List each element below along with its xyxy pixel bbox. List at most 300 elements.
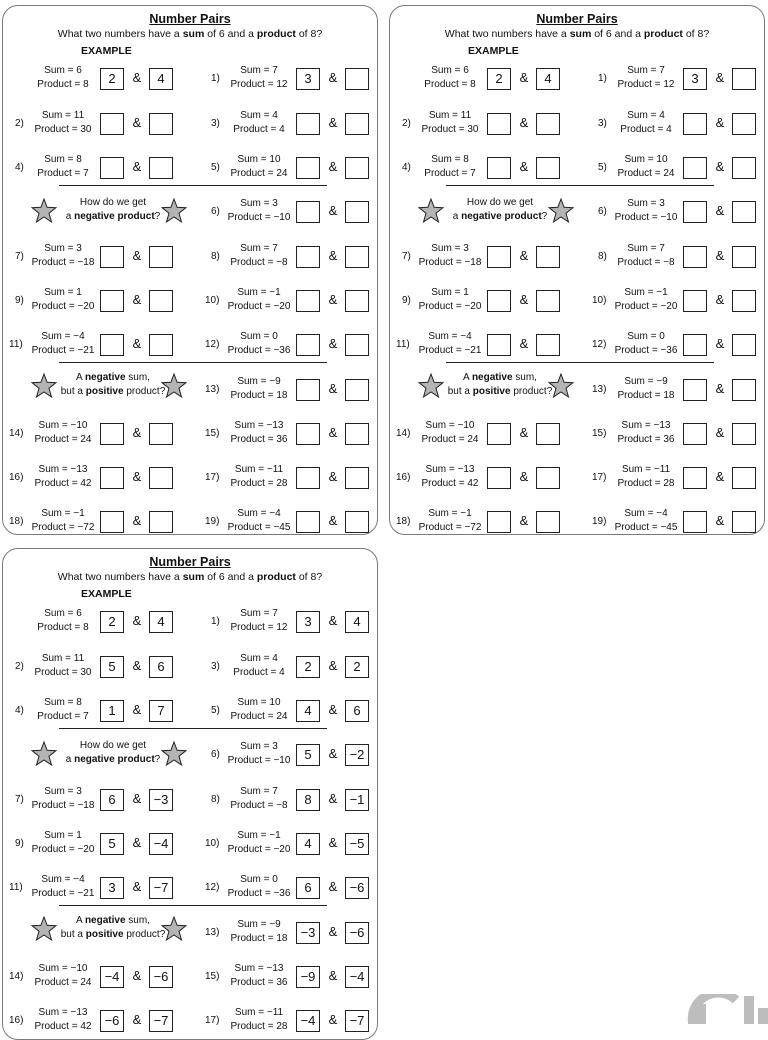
answer-box-second: 7 [149, 700, 173, 722]
answer-box-first[interactable]: 3 [683, 68, 707, 90]
problem-number: 9) [15, 295, 24, 306]
problem-clue: Sum = 8 Product = 7 [37, 154, 89, 179]
problem-number: 17) [205, 472, 220, 483]
problem-item [199, 1006, 379, 1036]
problem-clue: Sum = −13 Product = 42 [34, 464, 92, 489]
problem-clue: Sum = 8 Product = 7 [424, 154, 476, 179]
answer-box-first[interactable] [683, 201, 707, 223]
problem-item [199, 109, 379, 139]
answer-box-second[interactable] [345, 334, 369, 356]
ampersand: & [715, 425, 725, 440]
answer-box-second[interactable] [345, 246, 369, 268]
star-icon [418, 198, 444, 224]
answer-box-second[interactable] [732, 68, 756, 90]
ampersand: & [328, 924, 338, 939]
example-problem [3, 607, 183, 637]
answer-box-second[interactable] [345, 467, 369, 489]
problem-number: 13) [205, 384, 220, 395]
problem-number: 10) [205, 838, 220, 849]
example-problem [390, 64, 570, 94]
answer-box-first[interactable] [487, 290, 511, 312]
problem-item [390, 286, 570, 316]
problem-item [3, 785, 183, 815]
ampersand: & [328, 968, 338, 983]
problem-item [3, 419, 183, 449]
answer-box-first[interactable] [296, 246, 320, 268]
problem-item [199, 785, 379, 815]
problem-clue: Sum = −4 Product = −21 [418, 331, 482, 356]
answer-box-second[interactable] [732, 290, 756, 312]
ampersand: & [519, 469, 529, 484]
ampersand: & [132, 835, 142, 850]
answer-box-second: 2 [345, 656, 369, 678]
problem-item [586, 242, 766, 272]
banner-note [33, 194, 193, 230]
answer-box-second: −6 [345, 877, 369, 899]
star-icon [161, 916, 187, 942]
answer-box-second: 6 [345, 700, 369, 722]
problem-number: 11) [9, 882, 23, 893]
problem-item [3, 109, 183, 139]
example-problem [3, 64, 183, 94]
problem-item [3, 873, 183, 903]
answer-box-first[interactable] [100, 467, 124, 489]
problem-number: 1) [211, 73, 220, 84]
answer-box-second[interactable] [536, 157, 560, 179]
problem-item [390, 507, 570, 537]
problem-clue: Sum = −13 Product = 36 [617, 420, 675, 445]
problem-clue: Sum = 11 Product = 30 [421, 110, 479, 135]
problem-clue: Sum = −9 Product = 18 [230, 376, 288, 401]
answer-box-first[interactable] [100, 157, 124, 179]
problem-clue: Sum = −1 Product = −20 [614, 287, 678, 312]
answer-box-first: 6 [296, 877, 320, 899]
answer-box-second[interactable] [345, 423, 369, 445]
answer-box-first: 4 [296, 833, 320, 855]
answer-box-second[interactable] [345, 511, 369, 533]
problem-clue: Sum = 3 Product = −10 [227, 198, 291, 223]
answer-box-second: −2 [345, 744, 369, 766]
banner-text: A negative sum, but a positive product? [60, 372, 166, 397]
answer-box-first[interactable] [296, 201, 320, 223]
answer-box-first[interactable] [296, 379, 320, 401]
problem-clue: Sum = −11 Product = 28 [230, 1007, 288, 1032]
answer-box-second[interactable] [149, 246, 173, 268]
answer-box-first[interactable] [100, 290, 124, 312]
answer-box-second[interactable] [536, 511, 560, 533]
problem-clue: Sum = 7 Product = −8 [230, 243, 288, 268]
answer-box-first[interactable] [683, 467, 707, 489]
answer-box-first: −9 [296, 966, 320, 988]
answer-box-second: 4 [345, 611, 369, 633]
answer-box-second: 4 [149, 611, 173, 633]
ampersand: & [715, 292, 725, 307]
answer-box-second[interactable] [345, 290, 369, 312]
banner-text: A negative sum, but a positive product? [447, 372, 553, 397]
answer-box-first[interactable] [487, 467, 511, 489]
answer-box-first[interactable] [487, 246, 511, 268]
answer-box-second: −6 [345, 922, 369, 944]
problem-item [3, 330, 183, 360]
answer-box-second[interactable] [536, 246, 560, 268]
answer-box-first[interactable] [296, 423, 320, 445]
answer-box-second[interactable] [732, 157, 756, 179]
answer-box-second[interactable] [536, 423, 560, 445]
answer-box-first[interactable] [487, 511, 511, 533]
problem-number: 15) [205, 971, 220, 982]
section-divider [59, 185, 327, 186]
problem-number: 16) [9, 1015, 24, 1026]
star-icon [161, 741, 187, 767]
problem-number: 12) [205, 339, 220, 350]
answer-box-second[interactable] [345, 157, 369, 179]
brand-logo-icon [686, 994, 768, 1024]
answer-box-second: 4 [149, 68, 173, 90]
problem-number: 8) [211, 251, 220, 262]
ampersand: & [132, 336, 142, 351]
problem-item [3, 696, 183, 726]
problem-clue: Sum = −10 Product = 24 [421, 420, 479, 445]
problem-number: 2) [15, 118, 24, 129]
ampersand: & [328, 425, 338, 440]
answer-box-second[interactable] [149, 511, 173, 533]
answer-box-first[interactable] [100, 511, 124, 533]
problem-number: 9) [402, 295, 411, 306]
problem-clue: Sum = 8 Product = 7 [37, 697, 89, 722]
problem-item [586, 375, 766, 405]
section-divider [446, 362, 714, 363]
ampersand: & [132, 248, 142, 263]
problem-item [390, 330, 570, 360]
answer-box-first[interactable] [100, 423, 124, 445]
problem-item [586, 463, 766, 493]
answer-box-second[interactable] [732, 113, 756, 135]
ampersand: & [328, 70, 338, 85]
problem-number: 11) [9, 339, 23, 350]
problem-item [199, 652, 379, 682]
problem-number: 6) [211, 749, 220, 760]
answer-box-second[interactable] [149, 113, 173, 135]
answer-box-first: 5 [100, 656, 124, 678]
problem-number: 8) [598, 251, 607, 262]
answer-box-second[interactable] [732, 379, 756, 401]
answer-box-first[interactable] [683, 379, 707, 401]
problem-number: 1) [598, 73, 607, 84]
answer-box-second[interactable] [149, 423, 173, 445]
problem-clue: Sum = −1 Product = −72 [418, 508, 482, 533]
problem-item [390, 153, 570, 183]
ampersand: & [328, 746, 338, 761]
answer-box-first[interactable] [100, 246, 124, 268]
problem-clue: Sum = 11 Product = 30 [34, 653, 92, 678]
answer-box-first[interactable] [683, 290, 707, 312]
problem-number: 5) [598, 162, 607, 173]
section-divider [446, 185, 714, 186]
problem-number: 15) [592, 428, 607, 439]
problem-number: 7) [15, 794, 24, 805]
answer-box-second[interactable] [345, 201, 369, 223]
problem-number: 5) [211, 162, 220, 173]
problem-clue: Sum = −4 Product = −45 [614, 508, 678, 533]
worksheet-question: What two numbers have a sum of 6 and a product of 8? [444, 28, 710, 40]
answer-box-second[interactable] [149, 467, 173, 489]
problem-item [199, 330, 379, 360]
answer-box-first[interactable] [683, 334, 707, 356]
banner-note [420, 369, 580, 405]
answer-box-second: −7 [149, 877, 173, 899]
problem-item [199, 286, 379, 316]
problem-clue: Sum = −1 Product = −20 [227, 287, 291, 312]
answer-box-second[interactable] [149, 334, 173, 356]
ampersand: & [132, 159, 142, 174]
worksheet-question: What two numbers have a sum of 6 and a product of 8? [57, 28, 323, 40]
ampersand: & [132, 513, 142, 528]
answer-box-second: −6 [149, 966, 173, 988]
answer-box-second[interactable] [345, 113, 369, 135]
ampersand: & [328, 658, 338, 673]
problem-item [199, 918, 379, 948]
answer-box-second[interactable] [536, 467, 560, 489]
answer-box-first[interactable] [296, 467, 320, 489]
ampersand: & [132, 1012, 142, 1027]
banner-note [33, 912, 193, 948]
problem-item [199, 740, 379, 770]
answer-box-first[interactable] [683, 511, 707, 533]
problem-number: 14) [9, 971, 24, 982]
answer-box-first: 3 [100, 877, 124, 899]
section-divider [59, 905, 327, 906]
answer-box-second[interactable] [345, 68, 369, 90]
answer-box-second[interactable] [149, 290, 173, 312]
problem-clue: Sum = −1 Product = −20 [227, 830, 291, 855]
problem-number: 10) [592, 295, 607, 306]
problem-item [390, 419, 570, 449]
answer-box-first[interactable] [100, 113, 124, 135]
answer-box-first[interactable] [487, 157, 511, 179]
ampersand: & [715, 115, 725, 130]
answer-box-first[interactable] [683, 113, 707, 135]
answer-box-first[interactable] [296, 113, 320, 135]
answer-box-second: −7 [345, 1010, 369, 1032]
problem-item [390, 242, 570, 272]
problem-number: 14) [9, 428, 24, 439]
problem-clue: Sum = 6 Product = 8 [37, 608, 89, 633]
star-icon [31, 916, 57, 942]
problem-clue: Sum = −10 Product = 24 [34, 963, 92, 988]
answer-box-second[interactable] [536, 334, 560, 356]
ampersand: & [715, 513, 725, 528]
star-icon [31, 198, 57, 224]
answer-box-second[interactable] [536, 113, 560, 135]
answer-box-second[interactable] [732, 246, 756, 268]
banner-note [33, 737, 193, 773]
answer-box-first[interactable] [296, 511, 320, 533]
problem-item [586, 330, 766, 360]
problem-number: 4) [15, 162, 24, 173]
ampersand: & [715, 469, 725, 484]
ampersand: & [328, 469, 338, 484]
problem-clue: Sum = −13 Product = 36 [230, 963, 288, 988]
answer-box-second[interactable] [732, 334, 756, 356]
ampersand: & [132, 791, 142, 806]
problem-item [586, 64, 766, 94]
answer-box-first[interactable] [683, 423, 707, 445]
ampersand: & [328, 1012, 338, 1027]
ampersand: & [132, 469, 142, 484]
problem-item [199, 962, 379, 992]
problem-number: 12) [592, 339, 607, 350]
ampersand: & [328, 613, 338, 628]
problem-number: 19) [592, 516, 607, 527]
answer-box-first: 2 [296, 656, 320, 678]
answer-box-first[interactable] [683, 157, 707, 179]
answer-box-second[interactable] [732, 511, 756, 533]
problem-number: 16) [9, 472, 24, 483]
problem-item [199, 829, 379, 859]
problem-number: 19) [205, 516, 220, 527]
answer-box-second: −5 [345, 833, 369, 855]
problem-clue: Sum = 0 Product = −36 [227, 331, 291, 356]
problem-number: 13) [205, 927, 220, 938]
banner-note [420, 194, 580, 230]
problem-number: 17) [205, 1015, 220, 1026]
problem-clue: Sum = 7 Product = 12 [230, 65, 288, 90]
ampersand: & [715, 248, 725, 263]
problem-clue: Sum = −4 Product = −21 [31, 874, 95, 899]
worksheet-title: Number Pairs [149, 555, 231, 569]
answer-box-first[interactable] [296, 334, 320, 356]
problem-clue: Sum = 7 Product = 12 [617, 65, 675, 90]
problem-clue: Sum = −11 Product = 28 [617, 464, 675, 489]
answer-box-second[interactable] [536, 290, 560, 312]
answer-box-first[interactable] [100, 334, 124, 356]
problem-clue: Sum = 10 Product = 24 [230, 154, 288, 179]
answer-box-second: −7 [149, 1010, 173, 1032]
ampersand: & [328, 159, 338, 174]
section-divider [59, 728, 327, 729]
ampersand: & [328, 513, 338, 528]
worksheet-question: What two numbers have a sum of 6 and a product of 8? [57, 571, 323, 583]
ampersand: & [519, 159, 529, 174]
ampersand: & [519, 513, 529, 528]
problem-item [199, 507, 379, 537]
problem-item [3, 463, 183, 493]
ampersand: & [132, 292, 142, 307]
banner-text: How do we get a negative product? [452, 197, 548, 222]
problem-item [199, 153, 379, 183]
problem-number: 9) [15, 838, 24, 849]
answer-box-second[interactable] [149, 157, 173, 179]
problem-item [199, 696, 379, 726]
problem-number: 18) [396, 516, 411, 527]
problem-number: 2) [15, 661, 24, 672]
problem-item [586, 419, 766, 449]
answer-box-first[interactable] [683, 246, 707, 268]
problem-number: 2) [402, 118, 411, 129]
problem-clue: Sum = 4 Product = 4 [233, 110, 285, 135]
problem-number: 17) [592, 472, 607, 483]
problem-number: 7) [402, 251, 411, 262]
problem-item [3, 286, 183, 316]
ampersand: & [715, 381, 725, 396]
star-icon [548, 198, 574, 224]
problem-clue: Sum = 6 Product = 8 [424, 65, 476, 90]
answer-box-second[interactable] [732, 423, 756, 445]
problem-number: 7) [15, 251, 24, 262]
answer-box-second[interactable] [732, 201, 756, 223]
problem-item [3, 1006, 183, 1036]
problem-item [586, 286, 766, 316]
answer-box-second[interactable] [345, 379, 369, 401]
answer-box-first: 1 [100, 700, 124, 722]
answer-box-first[interactable] [487, 423, 511, 445]
ampersand: & [519, 292, 529, 307]
star-icon [548, 373, 574, 399]
example-label: EXAMPLE [81, 588, 132, 600]
answer-box-first[interactable] [487, 334, 511, 356]
answer-box-second: 6 [149, 656, 173, 678]
problem-clue: Sum = −10 Product = 24 [34, 420, 92, 445]
answer-box-first: 5 [296, 744, 320, 766]
answer-box-first: 6 [100, 789, 124, 811]
problem-item [199, 375, 379, 405]
star-icon [31, 741, 57, 767]
problem-clue: Sum = 7 Product = −8 [617, 243, 675, 268]
answer-box-second: −1 [345, 789, 369, 811]
problem-number: 14) [396, 428, 411, 439]
worksheet-top-left [2, 5, 378, 535]
answer-box-first: 4 [296, 700, 320, 722]
problem-clue: Sum = 7 Product = −8 [230, 786, 288, 811]
problem-item [3, 829, 183, 859]
problem-clue: Sum = 0 Product = −36 [227, 874, 291, 899]
ampersand: & [328, 292, 338, 307]
answer-box-second: 4 [536, 68, 560, 90]
ampersand: & [328, 336, 338, 351]
answer-box-first[interactable] [296, 157, 320, 179]
ampersand: & [132, 658, 142, 673]
ampersand: & [328, 203, 338, 218]
problem-clue: Sum = −4 Product = −21 [31, 331, 95, 356]
problem-number: 15) [205, 428, 220, 439]
problem-clue: Sum = 4 Product = 4 [620, 110, 672, 135]
problem-item [199, 873, 379, 903]
problem-number: 18) [9, 516, 24, 527]
problem-item [3, 507, 183, 537]
answer-box-first: 2 [100, 611, 124, 633]
ampersand: & [328, 115, 338, 130]
problem-number: 3) [598, 118, 607, 129]
problem-item [586, 507, 766, 537]
star-icon [418, 373, 444, 399]
answer-box-first[interactable] [487, 113, 511, 135]
problem-number: 10) [205, 295, 220, 306]
banner-note [33, 369, 193, 405]
answer-box-first: −6 [100, 1010, 124, 1032]
answer-box-first[interactable] [296, 290, 320, 312]
problem-clue: Sum = −13 Product = 36 [230, 420, 288, 445]
problem-clue: Sum = 10 Product = 24 [230, 697, 288, 722]
problem-clue: Sum = −1 Product = −72 [31, 508, 95, 533]
answer-box-first[interactable]: 3 [296, 68, 320, 90]
ampersand: & [132, 425, 142, 440]
star-icon [161, 373, 187, 399]
problem-clue: Sum = 6 Product = 8 [37, 65, 89, 90]
answer-box-second[interactable] [732, 467, 756, 489]
problem-number: 12) [205, 882, 220, 893]
section-divider [59, 362, 327, 363]
problem-clue: Sum = −9 Product = 18 [230, 919, 288, 944]
